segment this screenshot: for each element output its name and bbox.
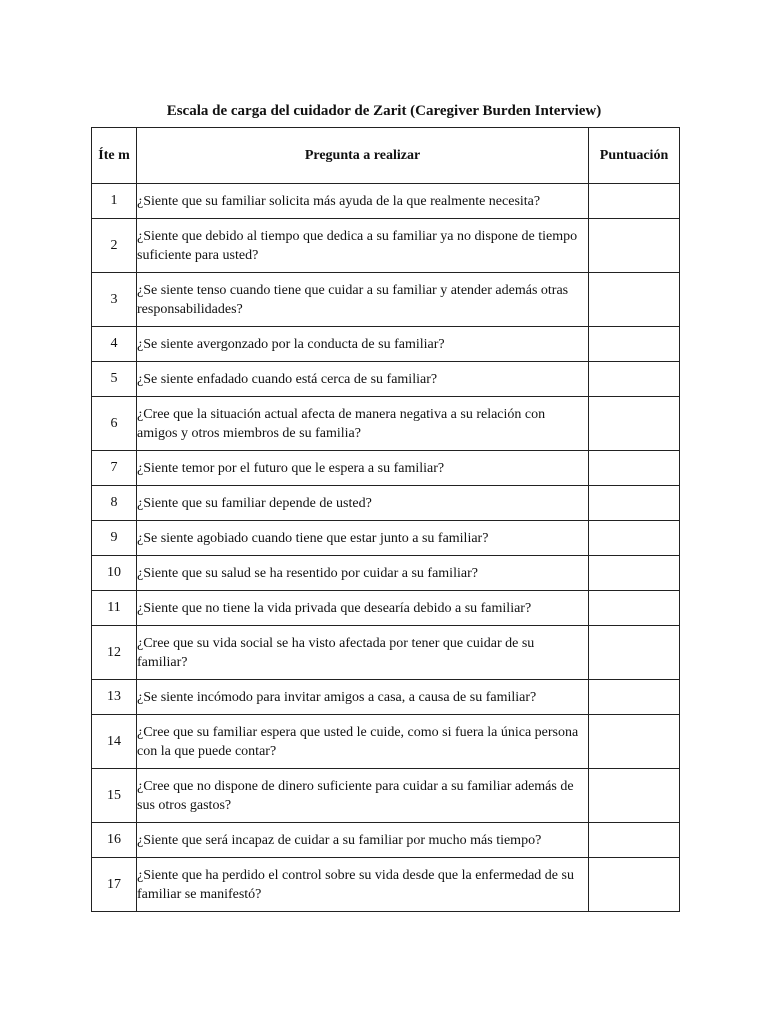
item-number: 1 — [92, 184, 137, 219]
score-cell[interactable] — [589, 327, 680, 362]
question-text: ¿Se siente tenso cuando tiene que cuidar a su familiar y atender además otras responsabilidades? — [137, 273, 589, 327]
table-header-row — [92, 128, 680, 184]
score-cell[interactable] — [589, 823, 680, 858]
item-number: 3 — [92, 273, 137, 327]
question-text: ¿Se siente agobiado cuando tiene que estar junto a su familiar? — [137, 521, 589, 556]
question-text: ¿Siente temor por el futuro que le espera a su familiar? — [137, 451, 589, 486]
score-cell[interactable] — [589, 556, 680, 591]
table-row — [92, 556, 680, 591]
header-item — [92, 128, 137, 184]
question-text: ¿Cree que su vida social se ha visto afectada por tener que cuidar de su familiar? — [137, 626, 589, 680]
zarit-scale-table — [91, 127, 680, 912]
item-number: 16 — [92, 823, 137, 858]
question-text: ¿Siente que ha perdido el control sobre su vida desde que la enfermedad de su familiar se manifestó? — [137, 858, 589, 912]
table-row — [92, 397, 680, 451]
score-cell[interactable] — [589, 521, 680, 556]
header-question: Pregunta a realizar — [137, 128, 589, 184]
score-cell[interactable] — [589, 858, 680, 912]
table-row — [92, 451, 680, 486]
table-row — [92, 362, 680, 397]
item-number: 5 — [92, 362, 137, 397]
header-item-label: Íte m — [98, 148, 130, 163]
question-text: ¿Siente que debido al tiempo que dedica a su familiar ya no dispone de tiempo suficiente para usted? — [137, 219, 589, 273]
table-row — [92, 680, 680, 715]
question-text: ¿Siente que será incapaz de cuidar a su familiar por mucho más tiempo? — [137, 823, 589, 858]
table-row — [92, 219, 680, 273]
score-cell[interactable] — [589, 680, 680, 715]
score-cell[interactable] — [589, 362, 680, 397]
score-cell[interactable] — [589, 715, 680, 769]
item-number: 10 — [92, 556, 137, 591]
question-text: ¿Se siente avergonzado por la conducta de su familiar? — [137, 327, 589, 362]
item-number: 17 — [92, 858, 137, 912]
question-text: ¿Siente que su familiar depende de usted? — [137, 486, 589, 521]
item-number: 13 — [92, 680, 137, 715]
table-row — [92, 273, 680, 327]
table-row — [92, 521, 680, 556]
question-text: ¿Siente que su salud se ha resentido por cuidar a su familiar? — [137, 556, 589, 591]
question-text: ¿Cree que no dispone de dinero suficiente para cuidar a su familiar además de sus otros gastos? — [137, 769, 589, 823]
header-score: Puntuación — [589, 128, 680, 184]
table-row — [92, 823, 680, 858]
question-text: ¿Siente que su familiar solicita más ayuda de la que realmente necesita? — [137, 184, 589, 219]
table-row — [92, 184, 680, 219]
score-cell[interactable] — [589, 769, 680, 823]
item-number: 8 — [92, 486, 137, 521]
item-number: 11 — [92, 591, 137, 626]
table-row — [92, 486, 680, 521]
item-number: 14 — [92, 715, 137, 769]
score-cell[interactable] — [589, 591, 680, 626]
question-text: ¿Se siente incómodo para invitar amigos a casa, a causa de su familiar? — [137, 680, 589, 715]
table-row — [92, 626, 680, 680]
table-row — [92, 591, 680, 626]
score-cell[interactable] — [589, 219, 680, 273]
score-cell[interactable] — [589, 486, 680, 521]
question-text: ¿Cree que la situación actual afecta de manera negativa a su relación con amigos y otros miembros de su familia? — [137, 397, 589, 451]
score-cell[interactable] — [589, 273, 680, 327]
item-number: 7 — [92, 451, 137, 486]
item-number: 9 — [92, 521, 137, 556]
table-row — [92, 769, 680, 823]
item-number: 4 — [92, 327, 137, 362]
document-title: Escala de carga del cuidador de Zarit (Caregiver Burden Interview) — [166, 103, 602, 119]
score-cell[interactable] — [589, 451, 680, 486]
question-text: ¿Se siente enfadado cuando está cerca de su familiar? — [137, 362, 589, 397]
item-number: 2 — [92, 219, 137, 273]
score-cell[interactable] — [589, 626, 680, 680]
table-row — [92, 715, 680, 769]
item-number: 12 — [92, 626, 137, 680]
score-cell[interactable] — [589, 397, 680, 451]
table-row — [92, 327, 680, 362]
item-number: 15 — [92, 769, 137, 823]
question-text: ¿Cree que su familiar espera que usted le cuide, como si fuera la única persona con la que puede contar? — [137, 715, 589, 769]
table-row — [92, 858, 680, 912]
score-cell[interactable] — [589, 184, 680, 219]
question-text: ¿Siente que no tiene la vida privada que desearía debido a su familiar? — [137, 591, 589, 626]
item-number: 6 — [92, 397, 137, 451]
